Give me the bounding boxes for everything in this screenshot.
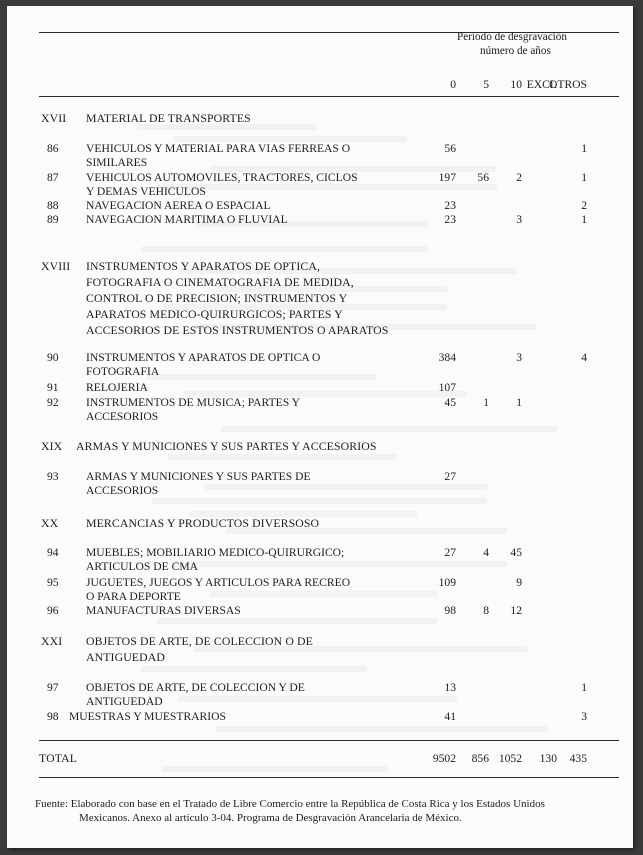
bleed-through-mark — [147, 374, 377, 380]
cell-c10: 45 — [510, 546, 522, 559]
bleed-through-mark — [142, 246, 427, 252]
row-description: ARMAS Y MUNICIONES Y SUS PARTES Y ACCESORIOS — [76, 439, 377, 453]
footnote-line1: Fuente: Elaborado con base en el Tratado de Libre Comercio entre la República de Costa Rica y los Estados Unidos — [35, 798, 545, 810]
cell-c0: 384 — [438, 351, 456, 364]
chapter-code: 90 — [47, 351, 59, 364]
cell-otros: 1 — [581, 142, 587, 155]
bleed-through-mark — [168, 454, 397, 460]
row-description: MERCANCIAS Y PRODUCTOS DIVERSOSO — [86, 516, 320, 530]
cell-c0: 197 — [438, 171, 456, 184]
cell-c10: 3 — [516, 213, 522, 226]
cell-otros: 2 — [581, 199, 587, 212]
header-rule — [39, 96, 619, 97]
cell-c0: 27 — [444, 546, 456, 559]
bleed-through-mark — [158, 184, 497, 190]
chapter-code: 88 — [47, 199, 59, 212]
cell-c10: 2 — [516, 171, 522, 184]
bleed-through-mark — [178, 696, 457, 702]
row-description: MANUFACTURAS DIVERSAS — [86, 604, 241, 617]
section-code: XXI — [41, 634, 63, 648]
column-header-excl: EXCL — [526, 78, 557, 91]
cell-c5: 1 — [483, 396, 489, 409]
total-c0: 9502 — [432, 752, 456, 765]
row-description: MUEBLES; MOBILIARIO MEDICO-QUIRURGICO; — [86, 546, 345, 559]
row-description: RELOJERIA — [86, 381, 148, 394]
chapter-code: 98 — [47, 710, 59, 723]
cell-c0: 41 — [444, 710, 456, 723]
cell-c0: 23 — [444, 213, 456, 226]
row-description: NAVEGACION AEREA O ESPACIAL — [86, 199, 271, 212]
total-label: TOTAL — [39, 751, 77, 765]
total-excl: 130 — [539, 752, 557, 765]
cell-c0: 27 — [444, 470, 456, 483]
cell-c10: 1 — [516, 396, 522, 409]
row-description: OBJETOS DE ARTE, DE COLECCION Y DE — [86, 681, 305, 694]
column-header-otros: OTROS — [548, 78, 587, 91]
cell-c0: 107 — [438, 381, 456, 394]
row-description: ACCESORIOS — [86, 484, 159, 497]
bleed-through-mark — [173, 561, 507, 567]
row-description: APARATOS MEDICO-QUIRURGICOS; PARTES Y — [86, 307, 343, 321]
bleed-through-mark — [157, 618, 437, 624]
section-code: XIX — [41, 439, 63, 453]
row-description: FOTOGRAFIA O CINEMATOGRAFIA DE MEDIDA, — [86, 275, 354, 289]
row-description: INSTRUMENTOS Y APARATOS DE OPTICA O — [86, 351, 321, 364]
bleed-through-mark — [221, 426, 557, 432]
cell-otros: 1 — [581, 213, 587, 226]
row-description: FOTOGRAFIA — [86, 365, 160, 378]
chapter-code: 86 — [47, 142, 59, 155]
row-description: VEHICULOS AUTOMOVILES, TRACTORES, CICLOS — [86, 171, 358, 184]
cell-c0: 23 — [444, 199, 456, 212]
row-description: INSTRUMENTOS DE MUSICA; PARTES Y — [86, 396, 301, 409]
total-c5: 856 — [471, 752, 489, 765]
row-description: ANTIGUEDAD — [86, 650, 165, 664]
cell-c10: 3 — [516, 351, 522, 364]
cell-c10: 12 — [510, 604, 522, 617]
cell-otros: 3 — [581, 710, 587, 723]
cell-c0: 45 — [444, 396, 456, 409]
row-description: NAVEGACION MARITIMA O FLUVIAL — [86, 213, 288, 226]
cell-c0: 13 — [444, 681, 456, 694]
chapter-code: 93 — [47, 470, 59, 483]
cell-otros: 1 — [581, 171, 587, 184]
cell-c5: 8 — [483, 604, 489, 617]
chapter-code: 87 — [47, 171, 59, 184]
row-description: OBJETOS DE ARTE, DE COLECCION O DE — [86, 634, 313, 648]
chapter-code: 92 — [47, 396, 59, 409]
chapter-code: 97 — [47, 681, 59, 694]
section-code: XVIII — [41, 259, 71, 273]
section-code: XVII — [41, 111, 67, 125]
cell-c0: 109 — [438, 576, 456, 589]
column-header-c5: 5 — [483, 78, 489, 91]
row-description: ACCESORIOS DE ESTOS INSTRUMENTOS O APARATOS — [86, 323, 389, 337]
cell-c5: 4 — [483, 546, 489, 559]
row-description: ARMAS Y MUNICIONES Y SUS PARTES DE — [86, 470, 311, 483]
total-top-rule — [39, 740, 619, 741]
cell-otros: 4 — [581, 351, 587, 364]
chapter-code: 95 — [47, 576, 59, 589]
period-header-line2: número de años — [480, 45, 551, 57]
chapter-code: 94 — [47, 546, 59, 559]
row-description: ARTICULOS DE CMA — [86, 560, 199, 573]
row-description: SIMILARES — [86, 156, 148, 169]
row-description: CONTROL O DE PRECISION; INSTRUMENTOS Y — [86, 291, 348, 305]
cell-c0: 98 — [444, 604, 456, 617]
cell-c5: 56 — [477, 171, 489, 184]
row-description: ANTIGUEDAD — [86, 695, 163, 708]
total-otros: 435 — [569, 752, 587, 765]
section-code: XX — [41, 516, 59, 530]
row-description: JUGUETES, JUEGOS Y ARTICULOS PARA RECREO — [86, 576, 351, 589]
total-bottom-rule — [39, 777, 619, 778]
row-description: ACCESORIOS — [86, 410, 159, 423]
cell-c0: 56 — [444, 142, 456, 155]
row-description: VEHICULOS Y MATERIAL PARA VIAS FERREAS O — [86, 142, 351, 155]
row-description: INSTRUMENTOS Y APARATOS DE OPTICA, — [86, 259, 321, 273]
bleed-through-mark — [152, 498, 487, 504]
column-header-c0: 0 — [450, 78, 456, 91]
bleed-through-mark — [141, 666, 367, 672]
row-description: Y DEMAS VEHICULOS — [86, 185, 206, 198]
column-header-c10: 10 — [510, 78, 522, 91]
period-header-line1: Período de desgravación — [457, 31, 567, 43]
bleed-through-mark — [210, 591, 437, 597]
bleed-through-mark — [215, 726, 547, 732]
row-description: MUESTRAS Y MUESTRARIOS — [69, 710, 226, 723]
document-page — [7, 6, 633, 848]
chapter-code: 91 — [47, 381, 59, 394]
chapter-code: 96 — [47, 604, 59, 617]
row-description: MATERIAL DE TRANSPORTES — [86, 111, 251, 125]
bleed-through-mark — [162, 766, 387, 772]
total-c10: 1052 — [498, 752, 522, 765]
bleed-through-mark — [205, 484, 487, 490]
cell-c10: 9 — [516, 576, 522, 589]
row-description: O PARA DEPORTE — [86, 590, 181, 603]
chapter-code: 89 — [47, 213, 59, 226]
cell-otros: 1 — [581, 681, 587, 694]
footnote-line2: Mexicanos. Anexo al artículo 3-04. Programa de Desgravación Arancelaria de México. — [79, 812, 462, 824]
